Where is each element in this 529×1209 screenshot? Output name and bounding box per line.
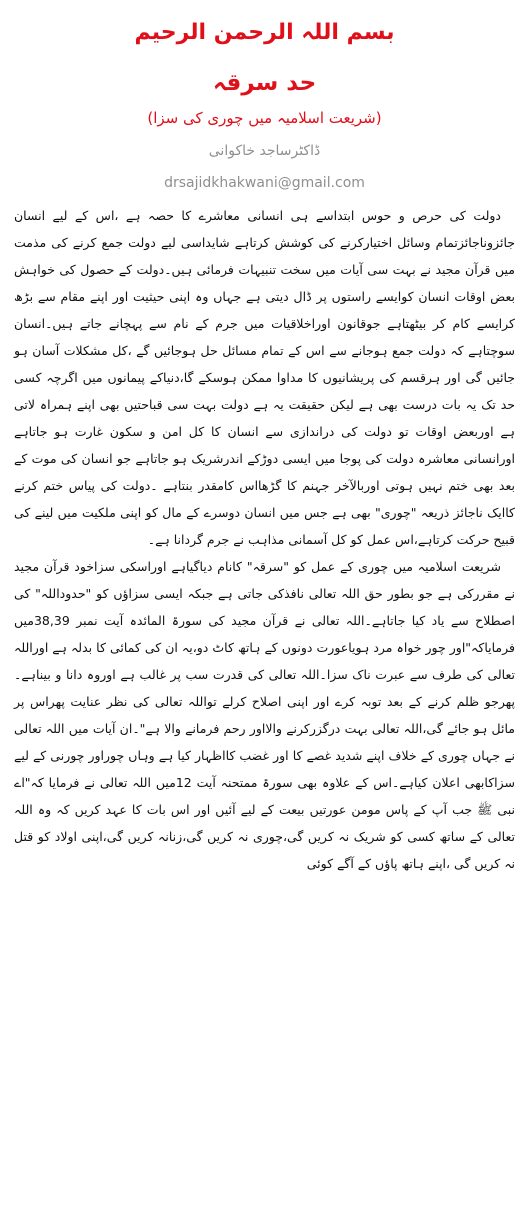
paragraph-sharia: شریعت اسلامیہ میں چوری کے عمل کو "سرقہ" کانام دیاگیاہے اوراسکی سزاخود قرآن مجید نے مقررکی ہے جو بطور حق اللہ تعالی نافذکی جاتی ہے جبکہ ایسی سزاؤں کو "حدوداللہ" کی اصطلاح سے یاد کیا جاتاہے۔اللہ تعالی نے قرآن مجید کی سورۃ المائدہ آیت نمبر 38,39میں فرمایاکہ"اور چور خواہ مرد ہویاعورت دونوں کے ہاتھ کاٹ دو،یہ ان کی کمائی کا بدلہ ہے اوراللہ تعالی کی طرف سے عبرت ناک سزا۔اللہ تعالی کی قدرت سب پر غالب ہے اوروہ دانا و بیناہے۔پھرجو ظلم کرنے کے بعد توبہ کرے اور اپنی اصلاح کرلے تواللہ تعالی کی نظر عنایت پھراس پر مائل ہو جائے گی،اللہ تعالی بہت درگزرکرنے والااور رحم فرمانے والا ہے"۔ان آیات میں اللہ تعالی نے جہاں چوری کے خلاف اپنے شدید غصے کا اور غضب کااظہار کیا ہے وہاں چوراور چورنی کے لیے سزاکابھی اعلان کیاہے۔اس کے علاوہ بھی سورۃ ممتحنہ آیت 12میں اللہ تعالی نے فرمایا کہ"اے نبی ﷺ جب آپ کے پاس مومن عورتیں بیعت کے لیے آئیں اور اس بات کا عہد کریں کہ وہ اللہ تعالی کے ساتھ کسی کو شریک نہ کریں گی،چوری نہ کریں گی،زنانہ کریں گی،اپنی اولاد کو قتل نہ کریں گی ،اپنے ہاتھ پاؤں کے آگے کوئی [14, 559, 516, 871]
article-subtitle: (شریعت اسلامیہ میں چوری کی سزا) [147, 109, 382, 127]
bismillah-heading: بسم اللہ الرحمن الرحیم [134, 20, 395, 45]
author-email: drsajidkhakwani@gmail.com [164, 175, 365, 191]
author-name: ڈاکٹرساجد خاکوانی [208, 143, 321, 159]
article-body [0, 202, 529, 877]
article-title: حد سرقہ [212, 70, 317, 96]
article-header [0, 0, 529, 194]
paragraph-intro: دولت کی حرص و حوس ابتداسے ہی انسانی معاشرے کا حصہ ہے ،اس کے لیے انسان جائزوناجائزتمام وسائل اختیارکرنے کی کوشش کرتاہے شایداسی لیے دولت جمع کرنے کی مذمت میں قرآن مجید نے بہت سی آیات میں سخت تنبیہات فرمائی ہیں۔دولت کے حصول کی خواہش بعض اوقات انسان کوایسے راستوں پر ڈال دیتی ہے جہاں وہ اپنی حیثیت اور اپنے مقام سے بڑھ کرایسے کام کر بیٹھتاہے جوقانون اوراخلاقیات میں جرم کے نام سے پہچانے جاتے ہیں۔انسان سوچتاہے کہ دولت جمع ہوجانے سے اس کے تمام مسائل حل ہوجائیں گے ،کل مشکلات آسان ہو جائیں گی اور ہرقسم کی پریشانیوں کا مداوا ممکن ہوسکے گا،دنیاکے پیمانوں میں اگرچہ کسی حد تک یہ بات درست بھی ہے لیکن حقیقت یہ ہے دولت بہت سی قباحتیں بھی اپنے ہمراہ لاتی ہے اوربعض اوقات تو دولت کی دراندازی سے انسان کا کل امن و سکون غارت ہو جاتاہے اورانسانی معاشرہ دولت کی پوجا میں ایسی دوڑکے اندرشریک ہو جاتاہے جو انسان کی موت کے بعد بھی ختم نہیں ہوتی اوربالآخر جہنم کا گڑھااس کامقدر بنتاہے ۔دولت کی پیاس ختم کرنے کاایک ناجائز ذریعہ "چوری" بھی ہے جس میں انسان دوسرے کے مال کو اپنی ملکیت میں لینے کی قبیح حرکت کرتاہے،اس عمل کو کل آسمانی مذاہب نے جرم گردانا ہے۔ [14, 208, 515, 547]
